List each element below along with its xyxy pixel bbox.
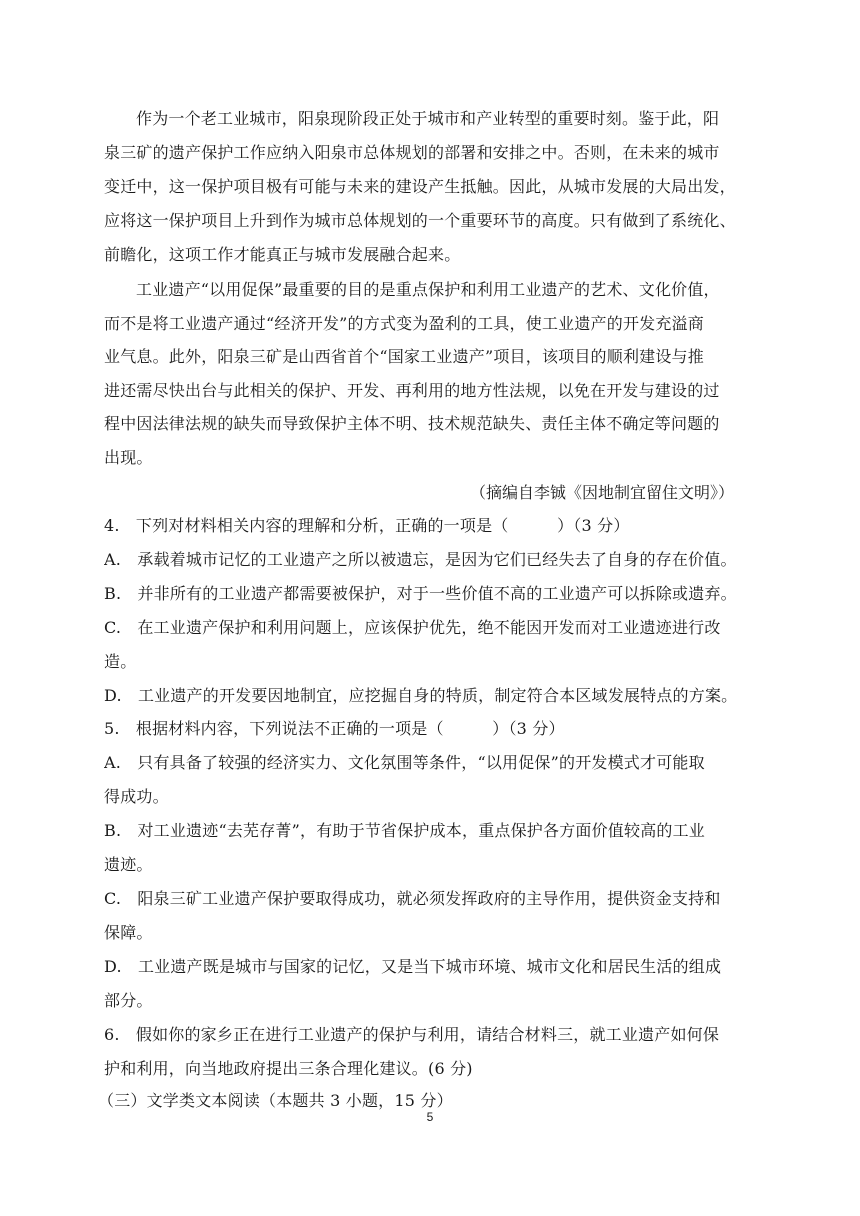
paragraph-2-line-1: 工业遗产“以用促保”最重要的目的是重点保护和利用工业遗产的艺术、文化价值， (136, 280, 720, 299)
question-5-option-a-cont: 得成功。 (104, 787, 169, 806)
source-citation: （摘编自李铖《因地制宜留住文明》） (470, 483, 735, 502)
page-number: 5 (426, 1110, 434, 1124)
paragraph-1-line-1: 作为一个老工业城市，阳泉现阶段正处于城市和产业转型的重要时刻。鉴于此，阳 (136, 109, 720, 128)
question-5-option-b-cont: 遗迹。 (104, 855, 153, 874)
question-5-stem: 5. 根据材料内容，下列说法不正确的一项是（ ）（3 分） (104, 719, 565, 738)
question-6-stem-cont: 护和利用，向当地政府提出三条合理化建议。(6 分) (104, 1059, 473, 1078)
paragraph-1-line-2: 泉三矿的遗产保护工作应纳入阳泉市总体规划的部署和安排之中。否则，在未来的城市 (104, 143, 720, 162)
paragraph-2-line-3: 业气息。此外，阳泉三矿是山西省首个“国家工业遗产”项目，该项目的顺利建设与推 (104, 347, 704, 366)
paragraph-2-line-2: 而不是将工业遗产通过“经济开发”的方式变为盈利的工具，使工业遗产的开发充溢商 (104, 314, 704, 333)
paragraph-1-line-3: 变迁中，这一保护项目极有可能与未来的建设产生抵触。因此，从城市发展的大局出发， (104, 177, 736, 196)
question-5-option-d-cont: 部分。 (104, 991, 153, 1010)
question-4-option-d: D. 工业遗产的开发要因地制宜，应挖掘自身的特质，制定符合本区域发展特点的方案。 (104, 686, 738, 705)
paragraph-1-line-5: 前瞻化，这项工作才能真正与城市发展融合起来。 (104, 245, 461, 264)
question-5-option-b: B. 对工业遗迹“去芜存菁”，有助于节省保护成本，重点保护各方面价值较高的工业 (104, 821, 706, 840)
question-4-stem: 4. 下列对材料相关内容的理解和分析，正确的一项是（ ）（3 分） (104, 516, 630, 535)
question-5-option-c-cont: 保障。 (104, 923, 153, 942)
question-6-stem: 6. 假如你的家乡正在进行工业遗产的保护与利用，请结合材料三，就工业遗产如何保 (104, 1025, 720, 1044)
question-4-option-c-cont: 造。 (104, 652, 137, 671)
section-heading: （三）文学类文本阅读（本题共 3 小题，15 分） (98, 1091, 453, 1110)
question-5-option-c: C. 阳泉三矿工业遗产保护要取得成功，就必须发挥政府的主导作用，提供资金支持和 (104, 889, 721, 908)
question-5-option-d: D. 工业遗产既是城市与国家的记忆，又是当下城市环境、城市文化和居民生活的组成 (104, 957, 722, 976)
question-4-option-c: C. 在工业遗产保护和利用问题上，应该保护优先，绝不能因开发而对工业遗迹进行改 (104, 618, 721, 637)
paragraph-2-line-5: 程中因法律法规的缺失而导致保护主体不明、技术规范缺失、责任主体不确定等问题的 (104, 414, 720, 433)
question-4-option-b: B. 并非所有的工业遗产都需要被保护，对于一些价值不高的工业遗产可以拆除或遗弃。 (104, 584, 737, 603)
question-4-option-a: A. 承载着城市记忆的工业遗产之所以被遗忘，是因为它们已经失去了自身的存在价值。 (104, 550, 737, 569)
question-5-option-a: A. 只有具备了较强的经济实力、文化氛围等条件，“以用促保”的开发模式才可能取 (104, 753, 705, 772)
paragraph-2-line-6: 出现。 (104, 448, 153, 467)
paragraph-1-line-4: 应将这一保护项目上升到作为城市总体规划的一个重要环节的高度。只有做到了系统化、 (104, 211, 736, 230)
paragraph-2-line-4: 进还需尽快出台与此相关的保护、开发、再利用的地方性法规，以免在开发与建设的过 (104, 381, 720, 400)
